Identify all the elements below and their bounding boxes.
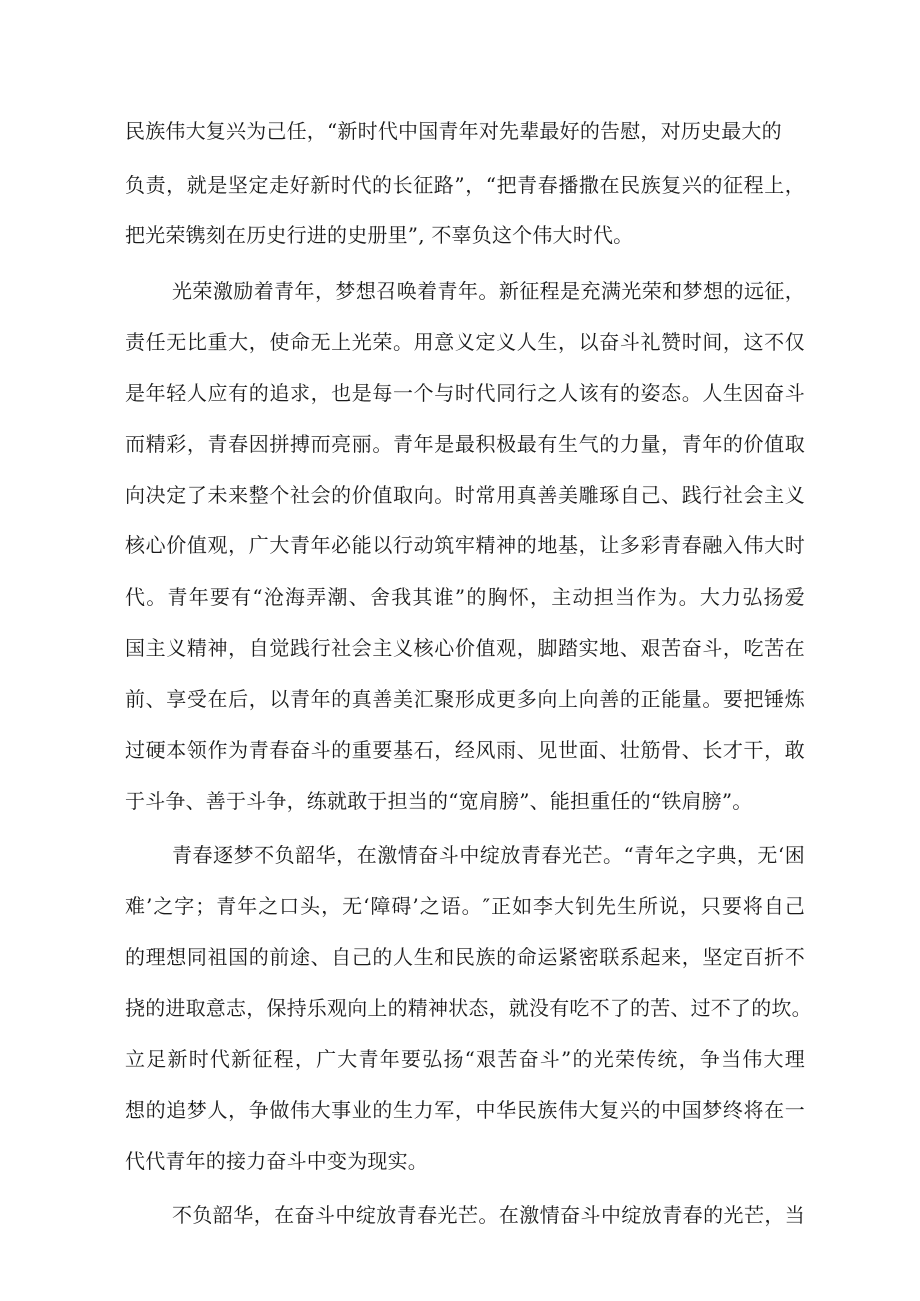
text-line: 向决定了未来整个社会的价值取向。时常用真善美雕琢自己、践行社会主义 bbox=[125, 483, 805, 507]
text-line: 负责，就是坚定走好新时代的长征路”，“把青春播撒在民族复兴的征程上， bbox=[125, 173, 805, 197]
text-line: 光荣激励着青年，梦想召唤着青年。新征程是充满光荣和梦想的远征， bbox=[172, 279, 805, 303]
text-line: 的理想同祖国的前途、自己的人生和民族的命运紧密联系起来，坚定百折不 bbox=[125, 945, 805, 969]
text-line: 代代青年的接力奋斗中变为现实。 bbox=[125, 1149, 428, 1173]
text-line: 把光荣镌刻在历史行进的史册里”, 不辜负这个伟大时代。 bbox=[125, 223, 634, 247]
text-line: 国主义精神，自觉践行社会主义核心价值观，脚踏实地、艰苦奋斗，吃苦在 bbox=[125, 636, 805, 660]
text-line: 于斗争、善于斗争，练就敢于担当的“宽肩膀”、能担重任的“铁肩膀”。 bbox=[125, 789, 753, 813]
text-line: 难’之字；青年之口头，无‘障碍’之语。″正如李大钊先生所说，只要将自己 bbox=[125, 894, 805, 918]
text-line: 挠的进取意志，保持乐观向上的精神状态，就没有吃不了的苦、过不了的坎。 bbox=[125, 996, 812, 1020]
text-line: 代。青年要有“沧海弄潮、舍我其谁”的胸怀，主动担当作为。大力弘扬爱 bbox=[125, 585, 805, 609]
text-line: 想的追梦人，争做伟大事业的生力军，中华民族伟大复兴的中国梦终将在一 bbox=[125, 1098, 805, 1122]
text-line: 核心价值观，广大青年必能以行动筑牢精神的地基，让多彩青春融入伟大时 bbox=[125, 533, 805, 557]
text-line: 立足新时代新征程，广大青年要弘扬“艰苦奋斗”的光荣传统，争当伟大理 bbox=[125, 1047, 805, 1071]
text-line: 青春逐梦不负韶华，在激情奋斗中绽放青春光芒。“青年之字典，无‘困 bbox=[172, 843, 805, 867]
text-line: 是年轻人应有的追求，也是每一个与时代同行之人该有的姿态。人生因奋斗 bbox=[125, 381, 805, 405]
text-line: 责任无比重大，使命无上光荣。用意义定义人生，以奋斗礼赞时间，这不仅 bbox=[125, 330, 805, 354]
text-line: 过硬本领作为青春奋斗的重要基石，经风雨、见世面、壮筋骨、长才干，敢 bbox=[125, 738, 805, 762]
text-line: 前、享受在后，以青年的真善美汇聚形成更多向上向善的正能量。要把锤炼 bbox=[125, 687, 805, 711]
text-line: 不负韶华，在奋斗中绽放青春光芒。在激情奋斗中绽放青春的光芒，当 bbox=[172, 1203, 805, 1227]
text-line: 而精彩，青春因拼搏而亮丽。青年是最积极最有生气的力量，青年的价值取 bbox=[125, 432, 805, 456]
text-line: 民族伟大复兴为己任，“新时代中国青年对先辈最好的告慰，对历史最大的 bbox=[125, 119, 782, 143]
